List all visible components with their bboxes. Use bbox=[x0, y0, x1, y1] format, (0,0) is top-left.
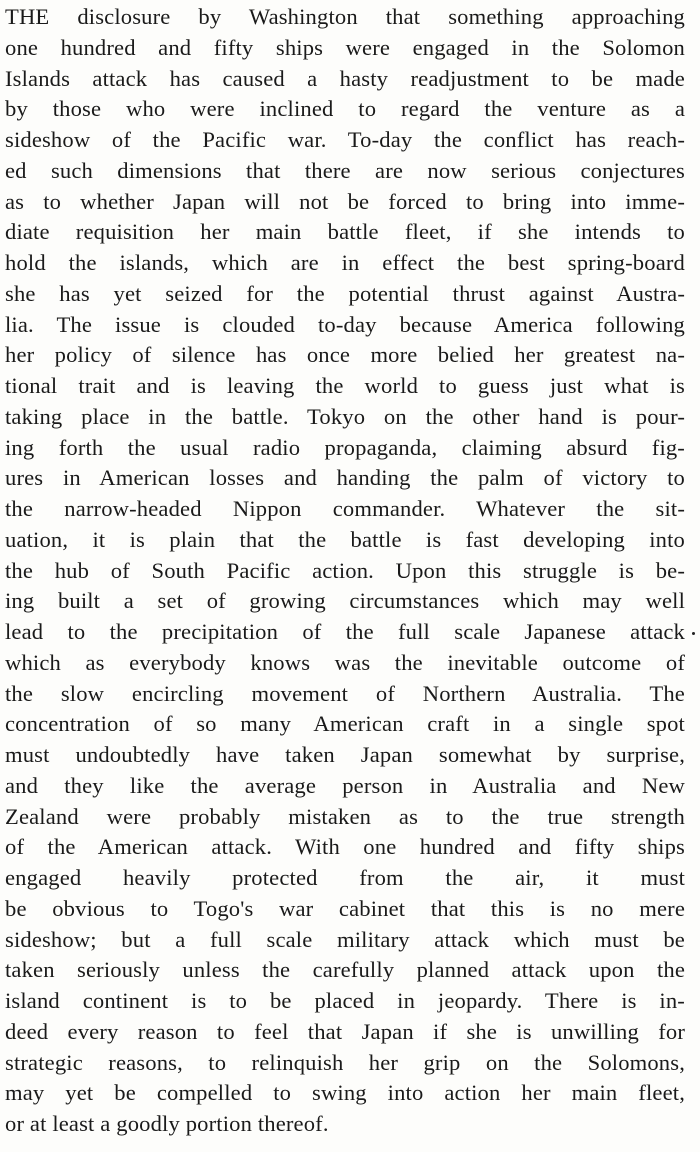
ink-speck bbox=[692, 632, 695, 635]
article-line: must undoubtedly have taken Japan somewhat by surprise, bbox=[5, 742, 685, 767]
article-line: concentration of so many American craft in a single spot bbox=[5, 711, 685, 737]
article-line: ing forth the usual radio propaganda, claiming absurd fig- bbox=[5, 434, 685, 460]
article-line: the slow encircling movement of Northern Australia. The bbox=[5, 680, 685, 706]
article-line: lead to the precipitation of the full scale Japanese attack bbox=[5, 619, 685, 644]
article-line-final: or at least a goodly portion thereof. bbox=[5, 1111, 329, 1136]
article-line: taking place in the battle. Tokyo on the other hand is pour- bbox=[5, 403, 685, 429]
article-line: tional trait and is leaving the world to guess just what is bbox=[5, 373, 685, 398]
article-line: sideshow of the Pacific war. To-day the conflict has reach- bbox=[5, 127, 685, 152]
article-line: lia. The issue is clouded to-day because America following bbox=[5, 311, 685, 337]
article-line: of the American attack. With one hundred and fifty ships bbox=[5, 834, 685, 860]
article-line: diate requisition her main battle fleet, if she intends to bbox=[5, 219, 685, 245]
article-line: strategic reasons, to relinquish her grip on the Solomons, bbox=[5, 1049, 685, 1075]
article-line: be obvious to Togo's war cabinet that this is no mere bbox=[5, 895, 685, 921]
article-line: ing built a set of growing circumstances which may well bbox=[5, 588, 685, 614]
article-line: ures in American losses and handing the palm of victory to bbox=[5, 465, 685, 491]
article-line: hold the islands, which are in effect the best spring-board bbox=[5, 250, 685, 275]
article-line: may yet be compelled to swing into action her main fleet, bbox=[5, 1080, 685, 1106]
article-line: deed every reason to feel that Japan if she is unwilling for bbox=[5, 1018, 685, 1044]
article-line: Islands attack has caused a hasty readjustment to be made bbox=[5, 65, 685, 91]
article-line: which as everybody knows was the inevitable outcome of bbox=[5, 649, 685, 675]
article-line: and they like the average person in Australia and New bbox=[5, 772, 685, 798]
article-line: island continent is to be placed in jeopardy. There is in- bbox=[5, 988, 685, 1013]
article-line: as to whether Japan will not be forced to bring into imme- bbox=[5, 188, 685, 214]
article-line: she has yet seized for the potential thrust against Austra- bbox=[5, 280, 685, 306]
article-line: engaged heavily protected from the air, it must bbox=[5, 865, 685, 890]
article-line: one hundred and fifty ships were engaged in the Solomon bbox=[5, 34, 685, 60]
article-line: her policy of silence has once more belied her greatest na- bbox=[5, 342, 685, 368]
article-line: uation, it is plain that the battle is fast developing into bbox=[5, 526, 685, 552]
article-line: THE disclosure by Washington that something approaching bbox=[5, 4, 685, 29]
article-line: the narrow-headed Nippon commander. Whatever the sit- bbox=[5, 496, 685, 521]
article-line: sideshow; but a full scale military attack which must be bbox=[5, 926, 685, 952]
article-line: ed such dimensions that there are now serious conjectures bbox=[5, 157, 685, 183]
article-line: by those who were inclined to regard the venture as a bbox=[5, 96, 685, 122]
article-line: taken seriously unless the carefully planned attack upon the bbox=[5, 957, 685, 983]
article-column bbox=[5, 0, 685, 1140]
article-line: the hub of South Pacific action. Upon this struggle is be- bbox=[5, 557, 685, 583]
article-line: Zealand were probably mistaken as to the true strength bbox=[5, 803, 685, 829]
